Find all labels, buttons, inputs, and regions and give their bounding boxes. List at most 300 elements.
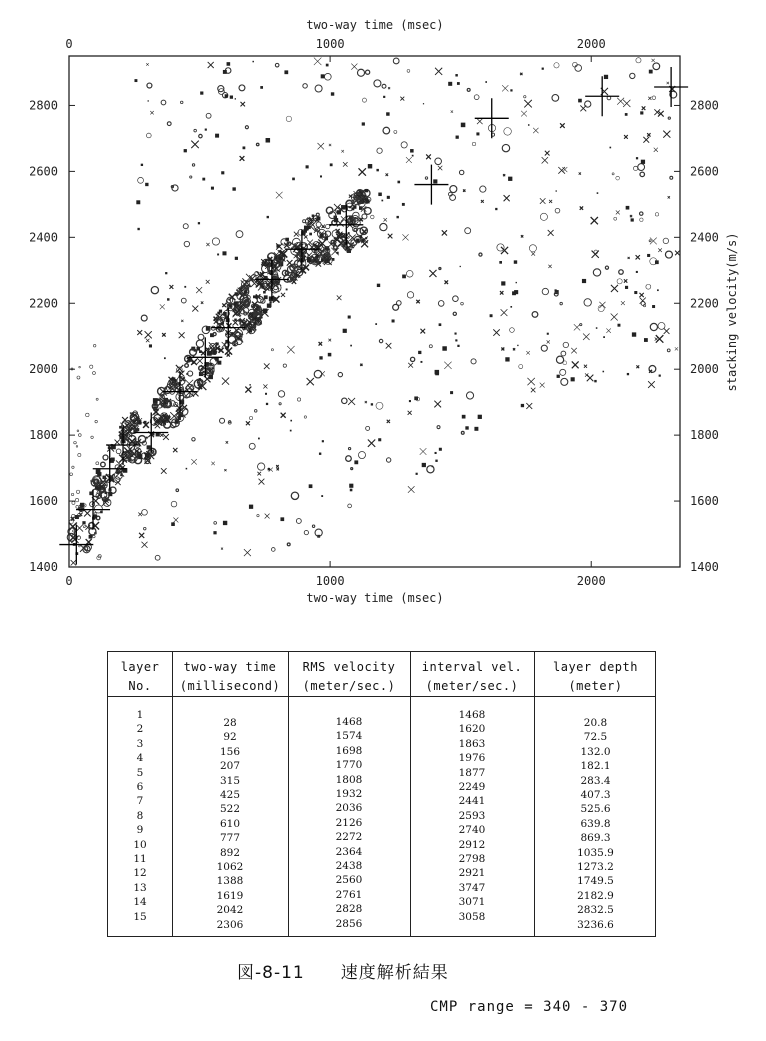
semblance-mark: [591, 217, 598, 224]
semblance-mark: [408, 363, 413, 368]
semblance-mark: [258, 438, 260, 440]
semblance-mark: [206, 113, 211, 118]
semblance-mark: [556, 190, 557, 191]
table-cell: 156: [219, 745, 241, 758]
semblance-mark: [360, 364, 362, 366]
semblance-mark: [456, 136, 459, 139]
semblance-mark: [291, 492, 298, 499]
x-axis-label-bottom: two-way time (msec): [306, 591, 444, 605]
semblance-mark: [439, 268, 441, 270]
semblance-mark: [84, 510, 91, 517]
semblance-mark: [165, 272, 167, 274]
table-cell: 2042: [216, 904, 244, 917]
semblance-mark: [328, 339, 331, 342]
semblance-mark: [585, 101, 591, 107]
semblance-mark: [341, 150, 344, 153]
table-cell: 283.4: [580, 774, 611, 787]
semblance-mark: [150, 111, 153, 114]
table-cell: 425: [219, 789, 241, 801]
semblance-mark: [631, 218, 634, 221]
table-cell: 1863: [458, 737, 486, 750]
semblance-mark: [256, 143, 259, 146]
semblance-mark: [418, 351, 421, 354]
semblance-mark: [471, 359, 476, 364]
semblance-mark: [296, 519, 301, 524]
semblance-mark: [442, 346, 446, 350]
semblance-mark: [503, 174, 505, 176]
semblance-mark: [630, 215, 632, 217]
semblance-mark: [465, 426, 468, 429]
semblance-mark: [450, 391, 453, 394]
semblance-mark: [303, 84, 307, 88]
semblance-mark: [139, 456, 142, 459]
semblance-mark: [72, 501, 75, 504]
semblance-mark: [329, 144, 331, 146]
semblance-mark: [184, 286, 186, 288]
semblance-mark: [636, 157, 638, 159]
semblance-mark: [663, 238, 668, 243]
semblance-mark: [383, 96, 385, 98]
table-cell: 1698: [335, 744, 363, 757]
semblance-mark: [667, 82, 669, 84]
x-tick-label-top: 0: [65, 37, 73, 51]
semblance-mark: [670, 176, 673, 179]
semblance-mark: [320, 175, 322, 177]
table-cell: 777: [219, 832, 241, 845]
semblance-mark: [266, 138, 271, 143]
semblance-mark: [499, 261, 502, 264]
semblance-mark: [290, 420, 292, 422]
semblance-mark: [474, 427, 478, 431]
semblance-mark: [625, 113, 628, 116]
semblance-mark: [656, 335, 664, 343]
semblance-mark: [275, 63, 279, 67]
semblance-mark: [612, 173, 614, 175]
column-layer-depth: [534, 652, 657, 936]
plot-frame: [69, 56, 680, 567]
semblance-mark: [386, 458, 390, 462]
semblance-mark: [521, 404, 524, 407]
semblance-mark: [249, 505, 253, 509]
semblance-mark: [648, 381, 655, 388]
semblance-mark: [202, 178, 205, 181]
semblance-mark: [269, 301, 271, 303]
semblance-mark: [348, 504, 352, 508]
semblance-mark: [402, 275, 406, 279]
semblance-mark: [387, 420, 390, 423]
semblance-mark: [422, 463, 426, 467]
semblance-mark: [192, 164, 194, 166]
semblance-mark: [641, 301, 645, 305]
semblance-mark: [180, 101, 182, 103]
semblance-mark: [196, 287, 202, 293]
semblance-mark: [287, 543, 290, 546]
semblance-mark: [533, 128, 538, 133]
semblance-mark: [561, 378, 568, 385]
semblance-mark: [161, 468, 167, 474]
y-tick-label-left: 2600: [29, 164, 58, 179]
semblance-mark: [148, 100, 149, 101]
semblance-mark: [108, 489, 111, 492]
semblance-mark: [606, 328, 611, 333]
semblance-mark: [267, 304, 271, 308]
semblance-mark: [141, 164, 143, 166]
semblance-mark: [199, 134, 202, 137]
semblance-mark: [232, 187, 235, 190]
semblance-mark: [197, 358, 203, 364]
semblance-mark: [91, 436, 94, 439]
semblance-mark: [146, 133, 151, 138]
semblance-mark: [548, 230, 554, 236]
table-cell: 2593: [458, 809, 486, 822]
semblance-mark: [93, 515, 97, 519]
semblance-mark: [410, 149, 414, 153]
semblance-mark: [387, 196, 390, 199]
semblance-mark: [378, 438, 381, 441]
semblance-mark: [636, 58, 641, 63]
semblance-mark: [609, 147, 611, 149]
semblance-mark: [160, 395, 165, 400]
semblance-mark: [532, 312, 538, 318]
semblance-mark: [194, 129, 197, 132]
semblance-mark: [423, 103, 424, 104]
table-cell: 2761: [335, 888, 363, 901]
semblance-mark: [562, 167, 567, 172]
semblance-mark: [281, 413, 286, 418]
table-cell: 92: [223, 731, 237, 744]
semblance-mark: [184, 241, 189, 246]
semblance-mark: [321, 495, 323, 497]
semblance-mark: [521, 111, 527, 117]
table-cell: 4: [136, 752, 144, 765]
semblance-mark: [556, 356, 563, 363]
semblance-mark: [362, 98, 366, 102]
semblance-mark: [184, 149, 187, 152]
semblance-mark: [409, 400, 411, 402]
velocity-pick-cross: [76, 490, 110, 530]
y-tick-label-right: 2000: [690, 362, 719, 377]
semblance-mark: [328, 353, 332, 357]
y-tick-label-left: 2200: [29, 296, 58, 311]
semblance-mark: [83, 526, 85, 528]
semblance-mark: [583, 334, 590, 341]
semblance-mark: [285, 238, 289, 242]
semblance-mark: [234, 319, 237, 322]
velocity-pick-cross: [163, 372, 197, 412]
semblance-mark: [376, 169, 378, 171]
semblance-mark: [173, 448, 177, 452]
semblance-mark: [542, 68, 544, 70]
semblance-mark: [134, 79, 137, 82]
semblance-mark: [433, 179, 437, 183]
semblance-mark: [348, 316, 351, 319]
semblance-mark: [654, 148, 658, 152]
semblance-mark: [322, 226, 324, 228]
semblance-mark: [438, 166, 442, 170]
semblance-mark: [563, 361, 567, 365]
semblance-mark: [368, 164, 372, 168]
table-cell: 1619: [216, 889, 244, 902]
semblance-mark: [463, 189, 465, 191]
semblance-mark: [307, 378, 314, 385]
semblance-mark: [571, 377, 575, 381]
semblance-mark: [400, 97, 404, 101]
semblance-mark: [265, 514, 270, 519]
semblance-mark: [632, 332, 636, 336]
semblance-mark: [143, 527, 146, 530]
semblance-mark: [542, 288, 548, 294]
semblance-mark: [636, 255, 640, 259]
semblance-mark: [501, 347, 504, 350]
semblance-mark: [164, 357, 166, 359]
table-cell: 1932: [335, 788, 363, 800]
semblance-mark: [312, 214, 315, 217]
semblance-mark: [462, 415, 466, 419]
semblance-mark: [211, 187, 214, 190]
semblance-mark: [191, 141, 199, 149]
semblance-mark: [664, 328, 670, 334]
table-cell: 3058: [458, 910, 486, 923]
semblance-mark: [386, 173, 389, 176]
semblance-mark: [286, 116, 291, 121]
semblance-mark: [392, 319, 395, 322]
semblance-mark: [240, 102, 245, 107]
table-cell: 2856: [335, 917, 363, 930]
semblance-mark: [181, 298, 186, 303]
semblance-mark: [304, 530, 308, 534]
semblance-mark: [526, 403, 532, 409]
table-cell: 2438: [335, 860, 363, 872]
semblance-mark: [501, 309, 508, 316]
semblance-mark: [271, 349, 273, 351]
y-tick-label-right: 2600: [690, 164, 719, 179]
semblance-mark: [435, 460, 437, 462]
semblance-mark: [163, 434, 169, 440]
semblance-mark: [222, 378, 229, 385]
semblance-mark: [575, 65, 582, 72]
semblance-mark: [77, 430, 79, 432]
semblance-mark: [547, 333, 549, 335]
semblance-mark: [335, 249, 337, 251]
semblance-mark: [516, 282, 517, 283]
semblance-mark: [264, 363, 270, 369]
semblance-mark: [90, 365, 93, 368]
semblance-mark: [638, 164, 645, 171]
semblance-mark: [647, 133, 650, 136]
semblance-mark: [276, 192, 283, 199]
semblance-mark: [649, 240, 651, 242]
column-interval-velocity: [410, 652, 534, 936]
table-cell: 1770: [335, 759, 363, 772]
semblance-mark: [351, 64, 357, 70]
semblance-mark: [351, 468, 353, 470]
semblance-mark: [304, 416, 306, 418]
semblance-mark: [316, 222, 321, 227]
semblance-mark: [312, 525, 314, 527]
semblance-mark: [603, 371, 605, 373]
semblance-mark: [276, 244, 279, 247]
semblance-mark: [461, 302, 464, 305]
semblance-mark: [263, 384, 267, 388]
semblance-mark: [402, 203, 405, 206]
table-cell: 1749.5: [577, 875, 614, 888]
semblance-mark: [75, 515, 79, 519]
semblance-mark: [214, 522, 217, 525]
semblance-mark: [636, 365, 639, 368]
semblance-mark: [528, 124, 529, 125]
semblance-mark: [319, 356, 322, 359]
semblance-mark: [658, 248, 662, 252]
semblance-mark: [265, 393, 267, 395]
semblance-mark: [457, 82, 460, 85]
semblance-mark: [358, 451, 365, 458]
semblance-mark: [624, 135, 628, 139]
semblance-mark: [235, 257, 238, 260]
semblance-mark: [366, 70, 370, 74]
semblance-mark: [517, 345, 518, 346]
semblance-mark: [653, 63, 660, 70]
semblance-mark: [239, 85, 245, 91]
semblance-mark: [319, 453, 321, 455]
x-tick-label-top: 2000: [576, 37, 606, 51]
semblance-mark: [429, 345, 432, 348]
semblance-mark: [584, 299, 591, 306]
semblance-mark: [640, 212, 643, 215]
semblance-mark: [461, 431, 464, 434]
semblance-mark: [77, 376, 80, 379]
semblance-mark: [76, 524, 83, 531]
semblance-mark: [357, 69, 364, 76]
table-cell: 2306: [216, 918, 244, 931]
table-cell: 207: [219, 760, 241, 773]
semblance-mark: [103, 455, 108, 460]
semblance-mark: [479, 253, 482, 256]
semblance-mark: [227, 62, 231, 66]
semblance-mark: [616, 210, 620, 214]
semblance-mark: [368, 440, 375, 447]
semblance-mark: [249, 443, 255, 449]
semblance-mark: [160, 433, 163, 436]
semblance-mark: [652, 96, 656, 100]
semblance-mark: [338, 372, 342, 376]
semblance-mark: [71, 493, 73, 495]
semblance-mark: [510, 328, 515, 333]
semblance-mark: [477, 118, 483, 124]
semblance-mark: [76, 446, 78, 448]
table-cell: 639.8: [580, 817, 611, 830]
semblance-mark: [314, 370, 322, 378]
semblance-mark: [435, 68, 442, 75]
semblance-mark: [460, 266, 461, 267]
semblance-mark: [408, 411, 412, 415]
semblance-mark: [162, 333, 165, 336]
semblance-mark: [179, 332, 185, 338]
semblance-mark: [192, 438, 195, 441]
semblance-mark: [146, 437, 148, 439]
table-cell: 1035.9: [577, 846, 614, 859]
y-tick-label-right: 1400: [690, 560, 719, 574]
semblance-mark: [432, 466, 434, 468]
semblance-mark: [396, 216, 398, 218]
semblance-mark: [426, 154, 431, 159]
semblance-mark: [198, 334, 204, 340]
semblance-mark: [350, 345, 352, 347]
semblance-mark: [315, 85, 322, 92]
column-rms-velocity: [288, 652, 410, 936]
semblance-mark: [542, 157, 548, 163]
x-tick-label-bottom: 0: [65, 574, 73, 588]
y-tick-label-left: 2800: [29, 98, 58, 113]
semblance-mark: [176, 489, 179, 492]
semblance-mark: [655, 213, 658, 216]
semblance-mark: [611, 314, 618, 321]
semblance-mark: [217, 361, 221, 365]
semblance-mark: [647, 254, 650, 257]
semblance-mark: [388, 234, 393, 239]
semblance-mark: [605, 266, 608, 269]
semblance-mark: [334, 246, 338, 250]
y-axis-label-right: stacking velocity(m/s): [725, 232, 739, 392]
semblance-mark: [646, 284, 651, 289]
semblance-mark: [603, 336, 605, 338]
semblance-mark: [455, 339, 457, 341]
semblance-mark: [178, 417, 181, 420]
semblance-mark: [225, 94, 228, 97]
semblance-mark: [208, 62, 214, 68]
table-cell: 2441: [458, 795, 486, 808]
semblance-mark: [257, 472, 261, 476]
semblance-mark: [658, 322, 665, 329]
semblance-mark: [552, 94, 559, 101]
semblance-mark: [287, 346, 294, 353]
semblance-mark: [524, 100, 532, 108]
semblance-mark: [529, 245, 536, 252]
x-tick-label-top: 1000: [315, 37, 345, 51]
semblance-mark: [89, 535, 93, 539]
semblance-mark: [514, 260, 517, 263]
semblance-mark: [318, 143, 324, 149]
semblance-mark: [641, 160, 645, 164]
semblance-mark: [531, 388, 536, 393]
semblance-mark: [578, 99, 582, 103]
semblance-mark: [354, 460, 358, 464]
semblance-mark: [94, 513, 96, 515]
semblance-mark: [206, 348, 209, 351]
table-cell: 182.1: [580, 760, 611, 773]
semblance-mark: [580, 206, 583, 209]
table-cell: 522: [219, 803, 241, 816]
semblance-mark: [326, 64, 329, 67]
semblance-mark: [560, 369, 566, 375]
table-cell: 2832.5: [577, 904, 614, 917]
semblance-mark: [200, 91, 203, 94]
table-cell: 869.3: [580, 832, 611, 845]
semblance-mark: [379, 339, 382, 342]
semblance-mark: [675, 251, 680, 256]
semblance-mark: [246, 421, 250, 425]
semblance-mark: [554, 63, 559, 68]
semblance-mark: [337, 295, 342, 300]
table-cell: 11: [133, 853, 147, 865]
y-tick-label-right: 1800: [690, 428, 719, 443]
semblance-mark: [461, 123, 466, 128]
semblance-mark: [152, 403, 157, 408]
table-cell: 2126: [335, 816, 363, 829]
semblance-mark: [230, 95, 233, 98]
table-cell: 8: [136, 809, 144, 822]
semblance-mark: [406, 157, 412, 163]
semblance-mark: [303, 229, 307, 233]
